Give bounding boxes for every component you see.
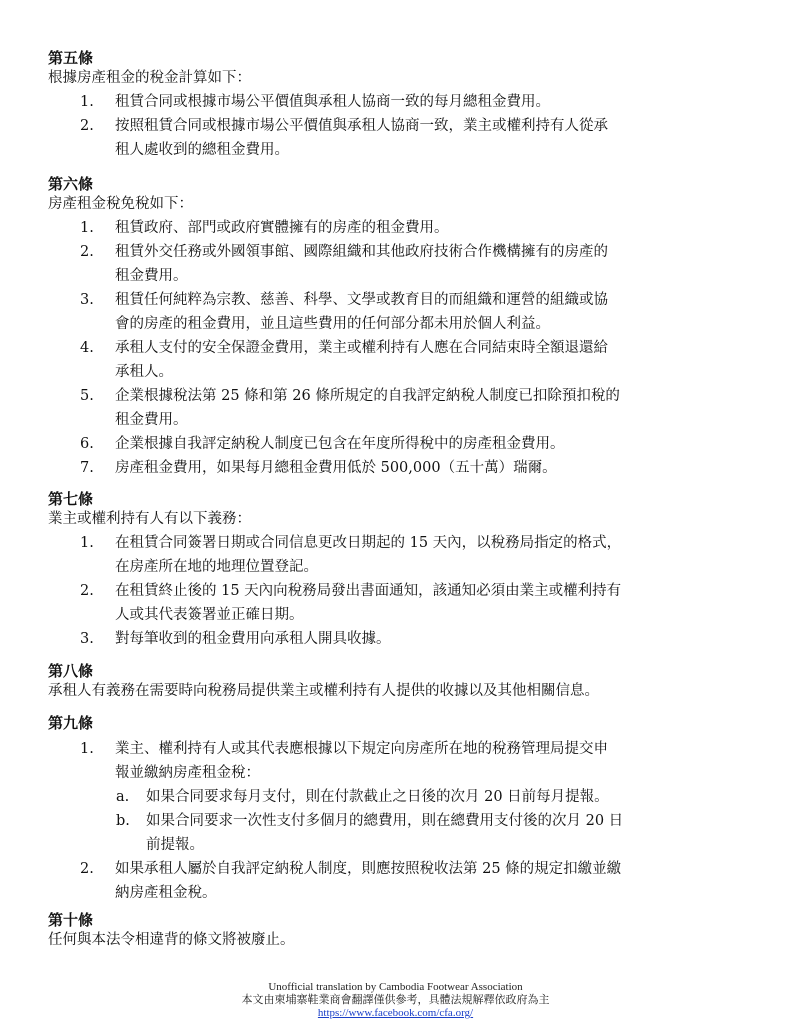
article-intro: 根據房產租金的稅金計算如下： (48, 70, 251, 86)
article-7 (48, 489, 748, 651)
list-item (48, 384, 748, 432)
item-number: 3. (80, 631, 94, 647)
item-number: 1. (80, 535, 94, 551)
item-number: 2. (80, 861, 94, 877)
item-text-line: 會的房產的租金費用，並且這些費用的任何部分都未用於個人利益。 (115, 316, 550, 332)
sub-list-item (48, 809, 748, 857)
item-text-line: 租賃合同或根據市場公平價值與承租人協商一致的每月總租金費用。 (115, 94, 550, 110)
list-item (48, 336, 748, 384)
item-number: 7. (80, 460, 94, 476)
item-number: 6. (80, 436, 94, 452)
article-5 (48, 48, 748, 162)
list-item (48, 216, 748, 240)
article-heading: 第九條 (48, 714, 94, 732)
item-number: 1. (80, 94, 94, 110)
item-number: 4. (80, 340, 94, 356)
article-intro: 業主或權利持有人有以下義務： (48, 511, 251, 527)
list-item (48, 240, 748, 288)
item-number: 2. (80, 118, 94, 134)
item-text-line: 租賃外交任務或外國領事館、國際組織和其他政府技術合作機構擁有的房產的 (115, 244, 608, 260)
item-text-line: 租人處收到的總租金費用。 (115, 142, 289, 158)
article-10 (48, 910, 748, 952)
item-text-line: 按照租賃合同或根據市場公平價值與承租人協商一致，業主或權利持有人從承 (115, 118, 608, 134)
item-text-line: 承租人。 (115, 364, 173, 380)
list-item (48, 114, 748, 162)
item-text-line: 人或其代表簽署並正確日期。 (115, 607, 304, 623)
footer-credit-line: Unofficial translation by Cambodia Footwear Association (268, 981, 523, 993)
sub-item-letter: a. (116, 789, 130, 805)
list-item (48, 531, 748, 579)
item-text-line: 納房產租金稅。 (115, 885, 217, 901)
sub-list-item (48, 785, 748, 809)
article-9 (48, 713, 748, 905)
item-text-line: 租賃政府、部門或政府實體擁有的房產的租金費用。 (115, 220, 449, 236)
list-item (48, 288, 748, 336)
item-text-line: 如果合同要求每月支付，則在付款截止之日後的次月 20 日前每月提報。 (146, 789, 609, 805)
item-text-line: 企業根據稅法第 25 條和第 26 條所規定的自我評定納稅人制度已扣除預扣稅的 (115, 388, 620, 404)
article-intro: 承租人有義務在需要時向稅務局提供業主或權利持有人提供的收據以及其他相關信息。 (48, 683, 599, 699)
item-text-line: 業主、權利持有人或其代表應根據以下規定向房產所在地的稅務管理局提交申 (115, 741, 608, 757)
item-text-line: 在房產所在地的地理位置登記。 (115, 559, 318, 575)
item-text-line: 如果承租人屬於自我評定納稅人制度，則應按照稅收法第 25 條的規定扣繳並繳 (115, 861, 622, 877)
item-text-line: 租金費用。 (115, 268, 188, 284)
list-item (48, 432, 748, 456)
list-item (48, 579, 748, 627)
item-text-line: 承租人支付的安全保證金費用，業主或權利持有人應在合同結束時全額退還給 (115, 340, 608, 356)
item-number: 3. (80, 292, 94, 308)
list-item (48, 857, 748, 905)
item-text-line: 對每筆收到的租金費用向承租人開具收據。 (115, 631, 391, 647)
item-number: 1. (80, 220, 94, 236)
item-number: 2. (80, 583, 94, 599)
item-text-line: 房產租金費用，如果每月總租金費用低於 500,000（五十萬）瑞爾。 (115, 460, 557, 476)
item-text-line: 如果合同要求一次性支付多個月的總費用，則在總費用支付後的次月 20 日 (146, 813, 624, 829)
item-text-line: 在租賃終止後的 15 天內向稅務局發出書面通知，該通知必須由業主或權利持有 (115, 583, 622, 599)
sub-item-letter: b. (116, 813, 130, 829)
article-intro: 房產租金稅免稅如下： (48, 196, 193, 212)
article-heading: 第八條 (48, 662, 94, 680)
footer-facebook-link[interactable]: https://www.facebook.com/cfa.org/ (317, 1007, 474, 1019)
article-intro: 任何與本法令相違背的條文將被廢止。 (48, 932, 295, 948)
item-text-line: 租賃任何純粹為宗教、慈善、科學、文學或教育目的而組織和運營的組織或協 (115, 292, 608, 308)
article-heading: 第五條 (48, 49, 94, 67)
item-number: 1. (80, 741, 94, 757)
list-item (48, 627, 748, 651)
item-text-line: 前提報。 (146, 837, 204, 853)
article-heading: 第十條 (48, 911, 94, 929)
list-item (48, 737, 748, 785)
item-text-line: 報並繳納房產租金稅： (115, 765, 260, 781)
item-number: 2. (80, 244, 94, 260)
item-text-line: 企業根據自我評定納稅人制度已包含在年度所得稅中的房產租金費用。 (115, 436, 565, 452)
article-8 (48, 661, 748, 703)
footer-disclaimer-line: 本文由柬埔寨鞋業商會翻譯僅供參考，具體法規解釋依政府為主 (241, 994, 550, 1006)
item-text-line: 租金費用。 (115, 412, 188, 428)
article-heading: 第六條 (48, 175, 94, 193)
item-number: 5. (80, 388, 94, 404)
list-item (48, 90, 748, 114)
translation-footer (0, 981, 791, 1020)
item-text-line: 在租賃合同簽署日期或合同信息更改日期起的 15 天內，以稅務局指定的格式， (115, 535, 622, 551)
article-6 (48, 174, 748, 480)
article-heading: 第七條 (48, 490, 94, 508)
list-item (48, 456, 748, 480)
